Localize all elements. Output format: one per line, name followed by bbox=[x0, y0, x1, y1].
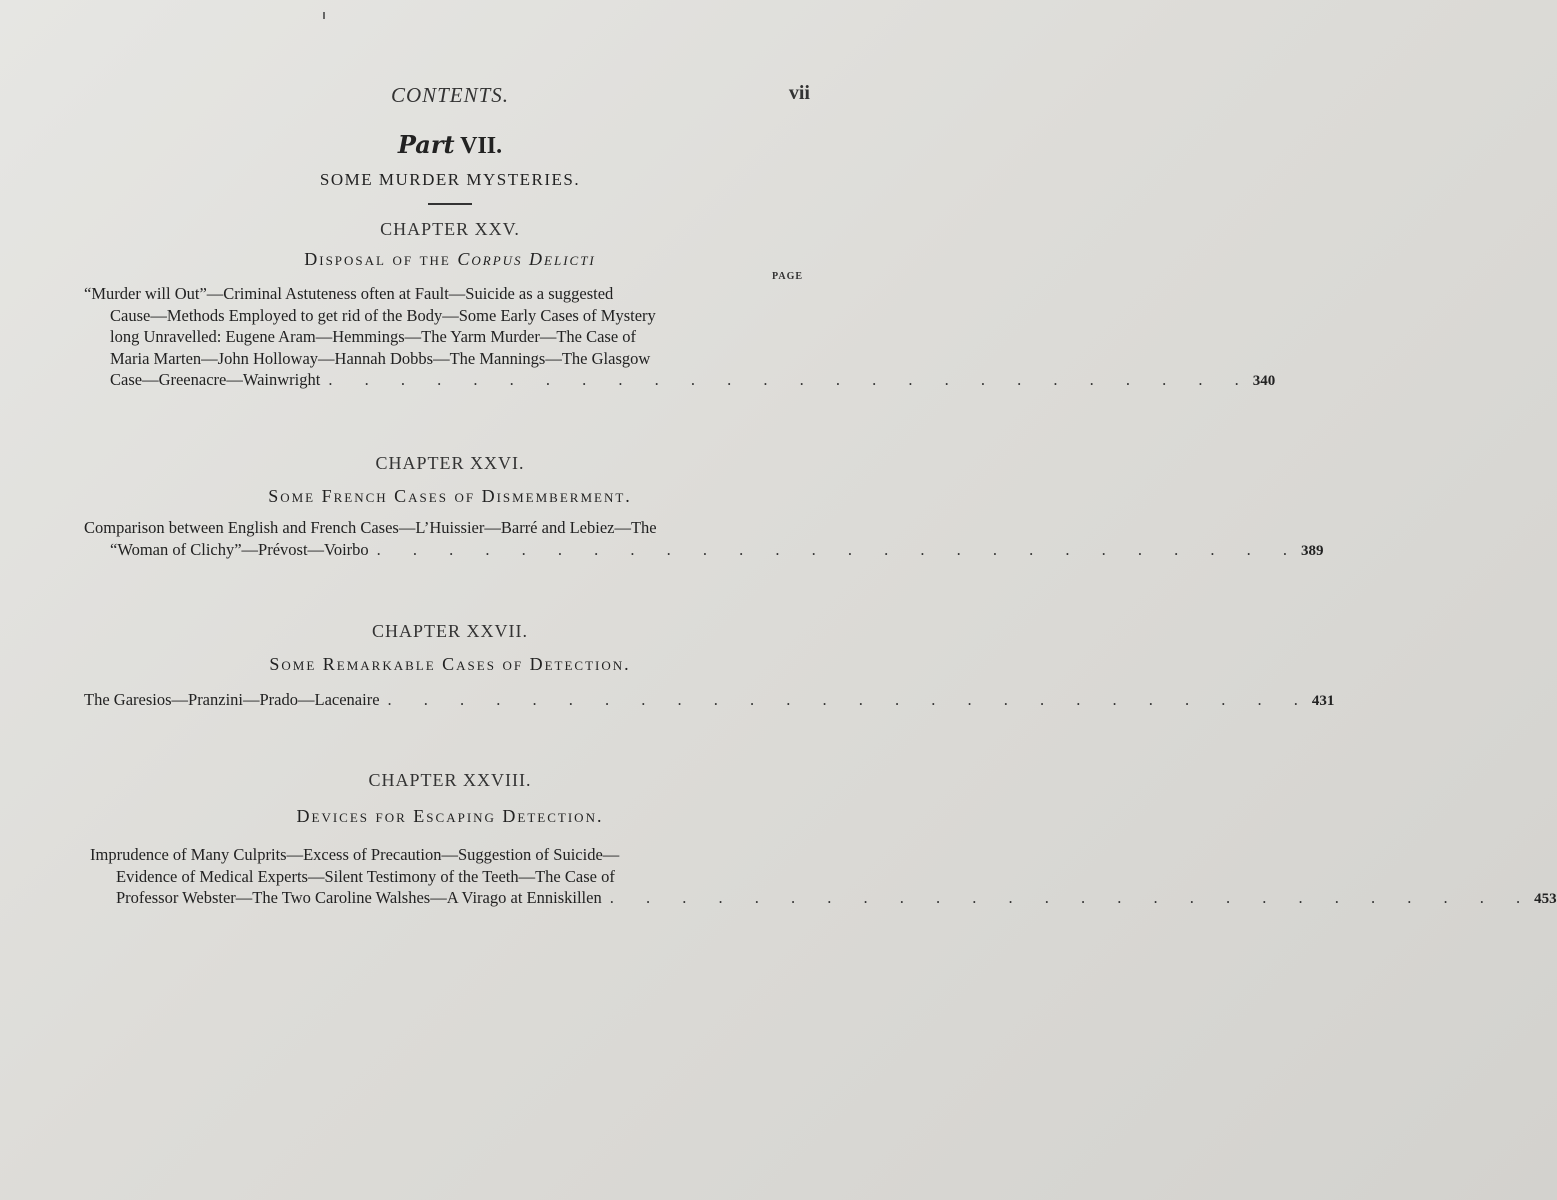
chapter-title-text: Disposal of the bbox=[304, 249, 458, 269]
paper-speck bbox=[323, 12, 325, 19]
dot-leader: . . . . . . . . . . . . . . . . . . . . . . . . . . bbox=[376, 539, 1302, 559]
chapter-heading: CHAPTER XXV. bbox=[380, 219, 520, 239]
part-title bbox=[0, 130, 900, 160]
divider-rule bbox=[428, 203, 472, 205]
summary-line: Case—Greenacre—Wainwright bbox=[110, 370, 321, 389]
chapter-heading: CHAPTER XXVIII. bbox=[368, 770, 532, 790]
chapter-summary bbox=[84, 517, 1324, 562]
page-column-label: PAGE bbox=[772, 271, 804, 282]
chapter-summary bbox=[90, 844, 1557, 911]
page-ref: 431 bbox=[1311, 693, 1335, 709]
summary-line: “Woman of Clichy”—Prévost—Voirbo bbox=[110, 539, 369, 559]
page-ref: 453 bbox=[1534, 891, 1557, 907]
chapter-title: Some Remarkable Cases of Detection. bbox=[269, 654, 631, 674]
summary-line: Comparison between English and French Cases—L’Huissier—Barré and Lebiez—The bbox=[84, 518, 657, 537]
chapter-heading: CHAPTER XXVI. bbox=[375, 453, 525, 473]
summary-line: Professor Webster—The Two Caroline Walshes—A Virago at Enniskillen bbox=[116, 888, 602, 907]
chapter-title: Some French Cases of Dismemberment. bbox=[268, 486, 632, 506]
summary-line: Imprudence of Many Culprits—Excess of Precaution—Suggestion of Suicide— bbox=[90, 845, 620, 864]
chapter-heading: CHAPTER XXVII. bbox=[372, 621, 528, 641]
summary-line: Maria Marten—John Holloway—Hannah Dobbs—The Mannings—The Glasgow bbox=[110, 348, 651, 368]
summary-line: “Murder will Out”—Criminal Astuteness often at Fault—Suicide as a suggested bbox=[84, 284, 614, 303]
part-prefix: Part bbox=[397, 130, 455, 159]
summary-last-line bbox=[84, 369, 1276, 393]
summary-last-line bbox=[84, 539, 1324, 563]
dot-leader: . . . . . . . . . . . . . . . . . . . . . . . . . . bbox=[609, 888, 1535, 907]
part-subtitle: SOME MURDER MYSTERIES. bbox=[319, 170, 581, 189]
chapter-title bbox=[0, 249, 900, 270]
part-number: VII. bbox=[460, 133, 503, 159]
chapter-title: Devices for Escaping Detection. bbox=[296, 806, 604, 826]
summary-line: long Unravelled: Eugene Aram—Hemmings—The Yarm Murder—The Case of bbox=[110, 327, 637, 346]
summary-line: The Garesios—Pranzini—Prado—Lacenaire bbox=[84, 690, 380, 709]
chapter-title-italic: Corpus Delicti bbox=[457, 249, 596, 269]
page-ref: 389 bbox=[1301, 542, 1324, 559]
summary-last-line bbox=[84, 689, 1335, 713]
chapter-summary bbox=[84, 689, 1335, 713]
dot-leader: . . . . . . . . . . . . . . . . . . . . . . . . . . bbox=[387, 690, 1312, 709]
dot-leader: . . . . . . . . . . . . . . . . . . . . . . . . . . bbox=[328, 370, 1253, 389]
summary-line: Evidence of Medical Experts—Silent Testimony of the Teeth—The Case of bbox=[116, 866, 615, 886]
running-title: CONTENTS. bbox=[390, 83, 510, 107]
summary-last-line bbox=[90, 887, 1557, 911]
chapter-summary bbox=[84, 283, 1276, 393]
page-number: vii bbox=[788, 82, 810, 104]
summary-line: Cause—Methods Employed to get rid of the Body—Some Early Cases of Mystery bbox=[110, 305, 656, 325]
page-ref: 340 bbox=[1252, 373, 1276, 389]
